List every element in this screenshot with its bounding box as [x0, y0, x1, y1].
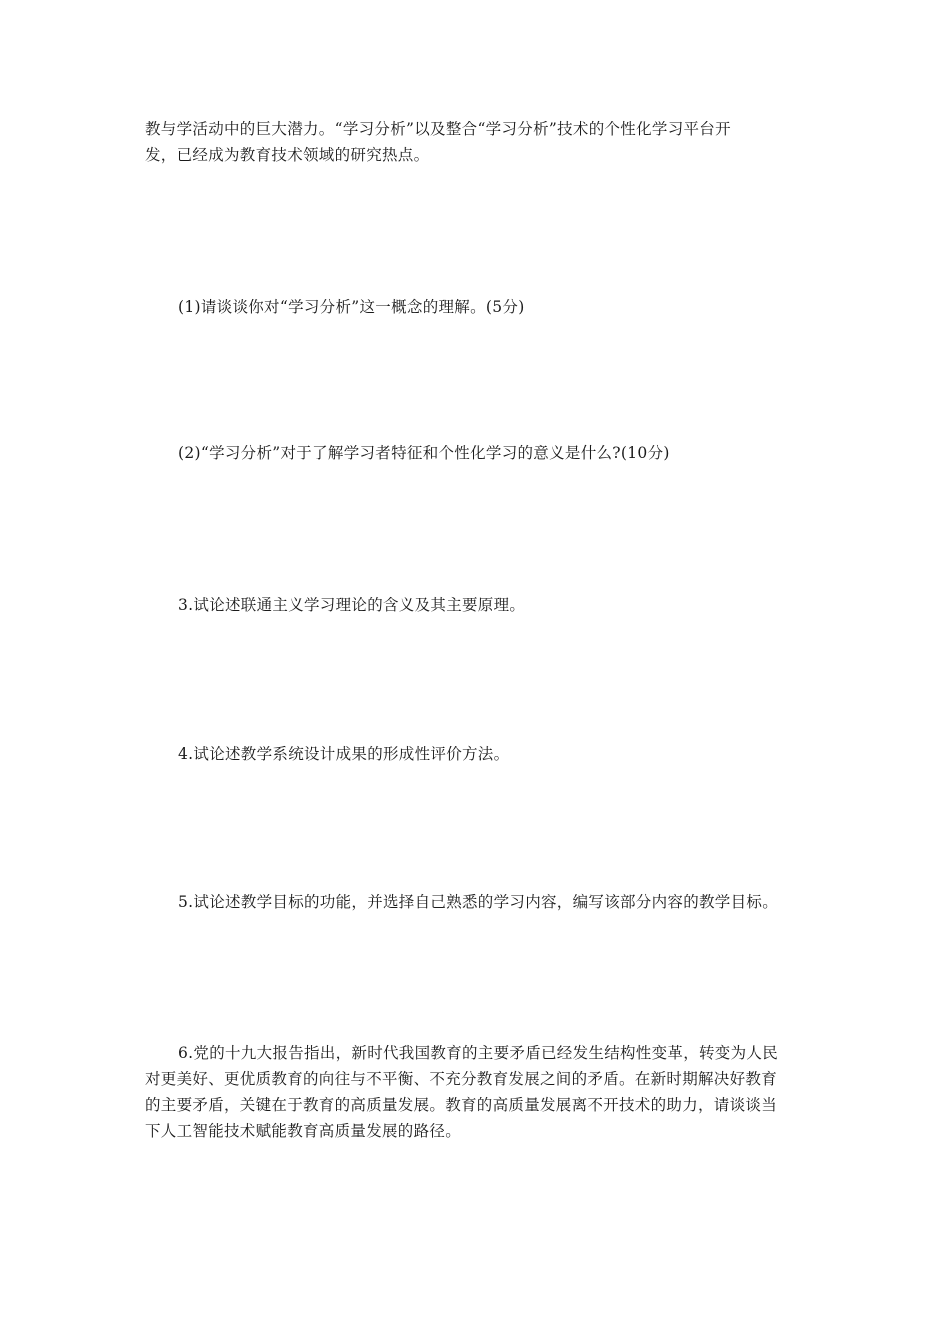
question-3 — [145, 592, 810, 618]
question-4-text: 4.试论述教学系统设计成果的形成性评价方法。 — [178, 745, 510, 763]
question-5-text: 5.试论述教学目标的功能，并选择自己熟悉的学习内容，编写该部分内容的教学目标。 — [178, 893, 778, 911]
question-5 — [145, 889, 810, 915]
question-2-sub-2 — [145, 440, 810, 466]
question-2-sub-1 — [145, 294, 810, 320]
question-6-line-1: 6.党的十九大报告指出，新时代我国教育的主要矛盾已经发生结构性变革，转变为人民 — [178, 1044, 778, 1062]
question-6-line-3: 的主要矛盾，关键在于教育的高质量发展。教育的高质量发展离不开技术的助力，请谈谈当 — [145, 1096, 778, 1114]
intro-line-1: 教与学活动中的巨大潜力。“学习分析”以及整合“学习分析”技术的个性化学习平台开 — [145, 120, 731, 138]
intro-paragraph — [145, 116, 810, 168]
question-2-sub-1-text: (1)请谈谈你对“学习分析”这一概念的理解。(5分) — [178, 298, 525, 316]
question-4 — [145, 741, 810, 767]
intro-line-2: 发，已经成为教育技术领域的研究热点。 — [145, 146, 430, 164]
question-6-line-4: 下人工智能技术赋能教育高质量发展的路径。 — [145, 1122, 462, 1140]
question-2-sub-2-text: (2)“学习分析”对于了解学习者特征和个性化学习的意义是什么?(10分) — [178, 444, 670, 462]
question-3-text: 3.试论述联通主义学习理论的含义及其主要原理。 — [178, 596, 526, 614]
question-6-line-2: 对更美好、更优质教育的向往与不平衡、不充分教育发展之间的矛盾。在新时期解决好教育 — [145, 1070, 778, 1088]
question-6 — [145, 1040, 810, 1144]
